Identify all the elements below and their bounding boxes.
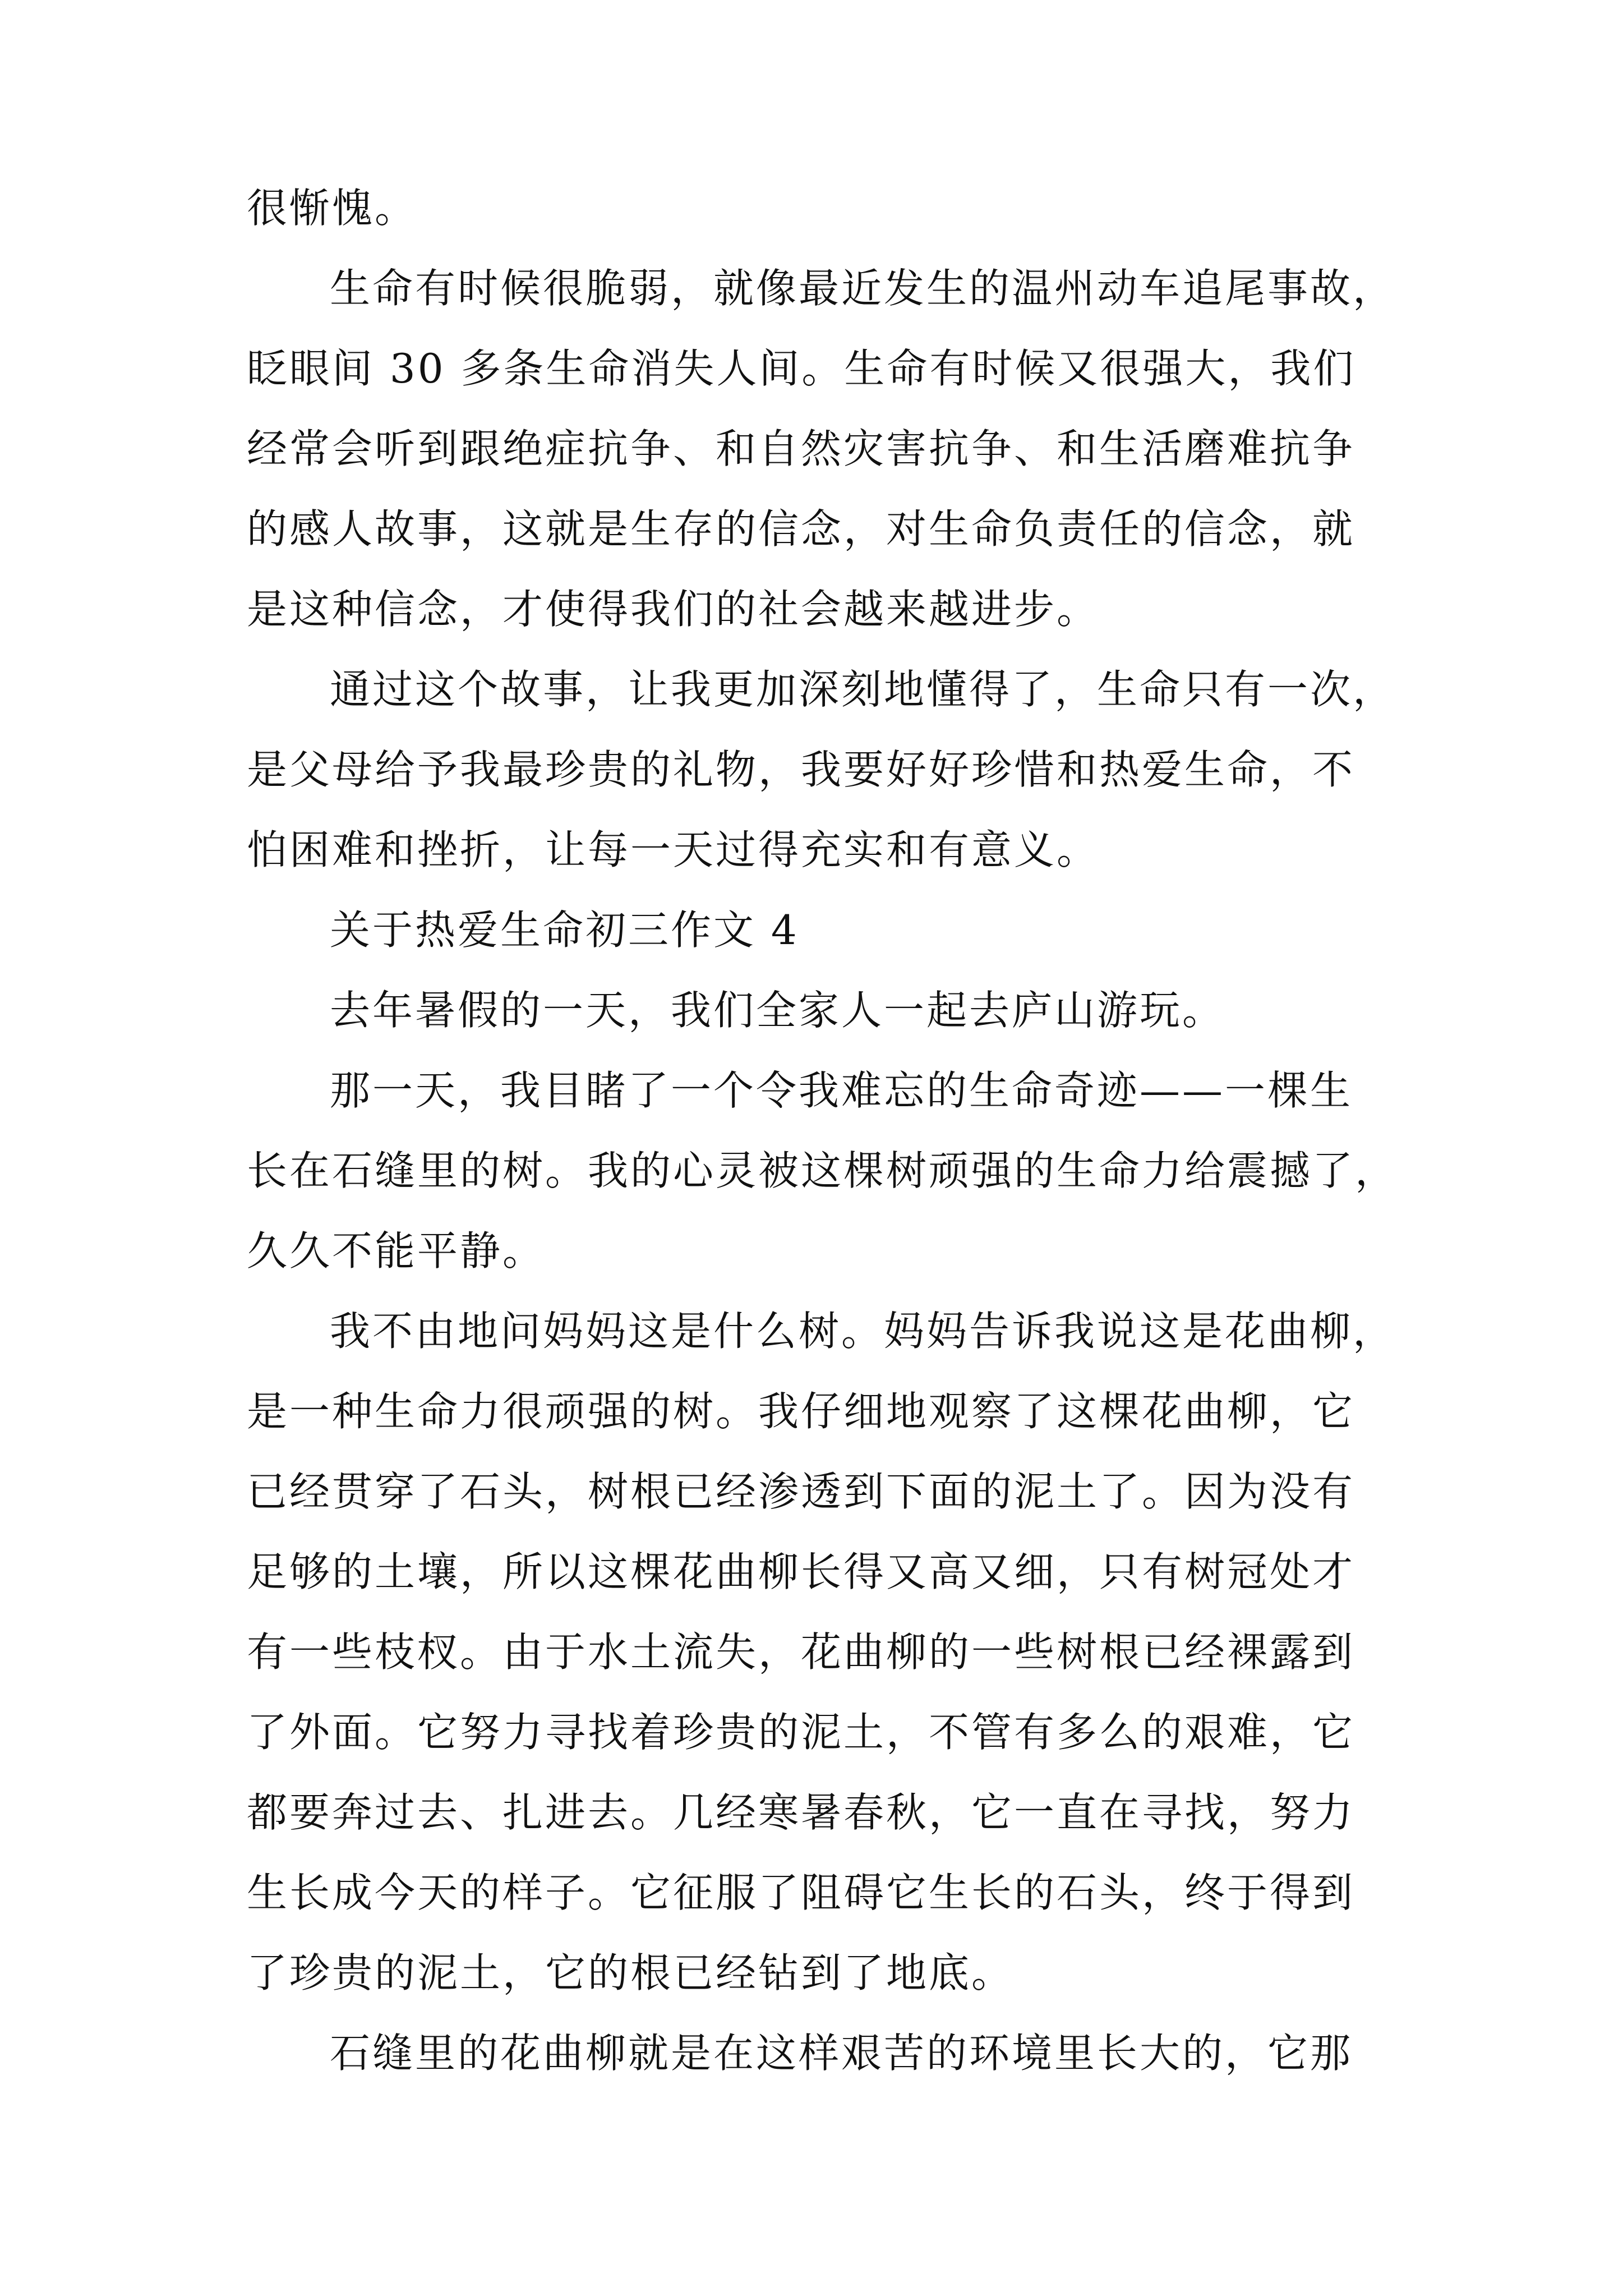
text-line: 足够的土壤，所以这棵花曲柳长得又高又细，只有树冠处才 [247,1548,1355,1595]
section-heading: 关于热爱生命初三作文 4 [330,907,799,954]
text-line: 眨眼间 30 多条生命消失人间。生命有时候又很强大，我们 [247,345,1356,392]
document-body [247,168,1398,2093]
text-line: 石缝里的花曲柳就是在这样艰苦的环境里长大的，它那 [330,2030,1353,2077]
text-line: 已经贯穿了石头，树根已经渗透到下面的泥土了。因为没有 [247,1468,1355,1515]
text-line: 生长成今天的样子。它征服了阻碍它生长的石头，终于得到 [247,1869,1355,1916]
text-line: 通过这个故事，让我更加深刻地懂得了，生命只有一次， [330,666,1396,713]
text-line: 是这种信念，才使得我们的社会越来越进步。 [247,586,1100,633]
text-line: 去年暑假的一天，我们全家人一起去庐山游玩。 [330,987,1225,1034]
text-line: 经常会听到跟绝症抗争、和自然灾害抗争、和生活磨难抗争 [247,425,1355,472]
text-line: 了外面。它努力寻找着珍贵的泥土，不管有多么的艰难，它 [247,1709,1355,1756]
text-line: 怕困难和挫折，让每一天过得充实和有意义。 [247,826,1100,873]
text-line: 都要奔过去、扎进去。几经寒暑春秋，它一直在寻找，努力 [247,1789,1355,1836]
text-line: 是一种生命力很顽强的树。我仔细地观察了这棵花曲柳，它 [247,1388,1355,1435]
text-line: 那一天，我目睹了一个令我难忘的生命奇迹——一棵生 [330,1067,1353,1114]
text-line: 长在石缝里的树。我的心灵被这棵树顽强的生命力给震撼了， [247,1147,1398,1194]
text-line: 的感人故事，这就是生存的信念，对生命负责任的信念，就 [247,505,1355,553]
text-line: 久久不能平静。 [247,1227,546,1274]
text-line: 生命有时候很脆弱，就像最近发生的温州动车追尾事故， [330,265,1396,312]
text-line: 有一些枝杈。由于水土流失，花曲柳的一些树根已经裸露到 [247,1628,1355,1676]
text-line: 是父母给予我最珍贵的礼物，我要好好珍惜和热爱生命，不 [247,746,1355,793]
text-line: 了珍贵的泥土，它的根已经钻到了地底。 [247,1949,1015,1996]
text-line: 我不由地问妈妈这是什么树。妈妈告诉我说这是花曲柳， [330,1308,1396,1355]
text-line: 很惭愧。 [247,185,418,232]
